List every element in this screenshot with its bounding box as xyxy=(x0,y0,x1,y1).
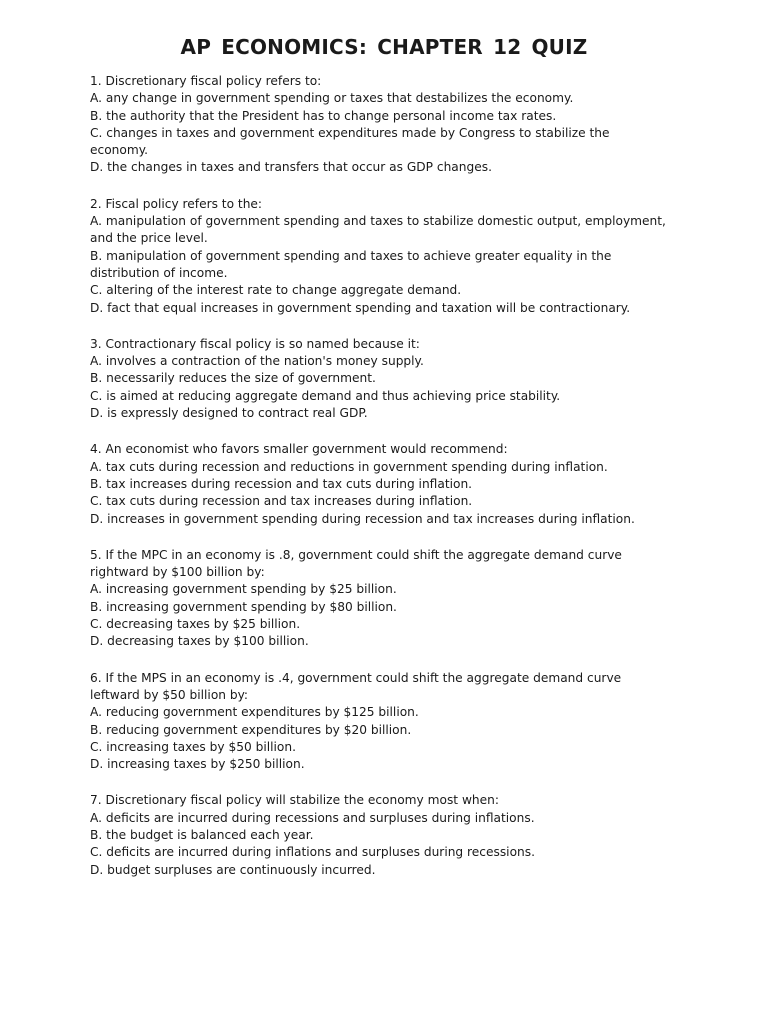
option-c: C. decreasing taxes by $25 billion. xyxy=(90,617,301,632)
question-stem: 2. Fiscal policy refers to the: xyxy=(90,196,263,211)
question-stem: 4. An economist who favors smaller government would recommend: xyxy=(90,442,508,457)
option-b: B. necessarily reduces the size of government. xyxy=(90,371,376,386)
question-2 xyxy=(90,196,670,317)
option-a: A. manipulation of government spending and taxes to stabilize domestic output, employment, and the price level. xyxy=(90,214,666,246)
option-b: B. tax increases during recession and tax cuts during inflation. xyxy=(90,476,473,491)
option-b: B. manipulation of government spending and taxes to achieve greater equality in the distribution of income. xyxy=(90,248,612,280)
option-a: A. increasing government spending by $25 billion. xyxy=(90,582,397,597)
question-5 xyxy=(90,547,670,651)
option-d: D. is expressly designed to contract real GDP. xyxy=(90,406,368,421)
question-stem: 5. If the MPC in an economy is .8, government could shift the aggregate demand curve rightward by $100 billion by: xyxy=(90,547,622,580)
question-6 xyxy=(90,670,670,774)
question-3 xyxy=(90,336,670,422)
option-c: C. increasing taxes by $50 billion. xyxy=(90,739,296,754)
option-b: B. the budget is balanced each year. xyxy=(90,827,314,842)
option-c: C. deficits are incurred during inflations and surpluses during recessions. xyxy=(90,845,535,860)
option-d: D. increasing taxes by $250 billion. xyxy=(90,757,305,772)
option-b: B. reducing government expenditures by $20 billion. xyxy=(90,722,412,737)
option-d: D. fact that equal increases in government spending and taxation will be contractionary. xyxy=(90,300,631,315)
question-stem: 6. If the MPS in an economy is .4, government could shift the aggregate demand curve leftward by $50 billion by: xyxy=(90,670,622,702)
option-d: D. the changes in taxes and transfers that occur as GDP changes. xyxy=(90,160,492,175)
question-7 xyxy=(90,792,670,878)
option-c: C. changes in taxes and government expenditures made by Congress to stabilize the economy. xyxy=(90,125,610,158)
option-c: C. altering of the interest rate to change aggregate demand. xyxy=(90,283,462,298)
question-list xyxy=(90,73,670,898)
question-stem: 7. Discretionary fiscal policy will stabilize the economy most when: xyxy=(90,793,499,808)
question-4 xyxy=(90,441,670,527)
question-stem: 3. Contractionary fiscal policy is so named because it: xyxy=(90,336,420,351)
option-b: B. the authority that the President has to change personal income tax rates. xyxy=(90,108,557,123)
question-stem: 1. Discretionary fiscal policy refers to: xyxy=(90,74,322,88)
option-b: B. increasing government spending by $80 billion. xyxy=(90,599,397,614)
option-a: A. involves a contraction of the nation's money supply. xyxy=(90,354,424,369)
page-title: AP ECONOMICS: CHAPTER 12 QUIZ xyxy=(180,35,588,59)
option-a: A. reducing government expenditures by $125 billion. xyxy=(90,705,419,720)
option-d: D. decreasing taxes by $100 billion. xyxy=(90,634,309,649)
option-d: D. increases in government spending during recession and tax increases during inflation. xyxy=(90,511,635,526)
option-c: C. tax cuts during recession and tax increases during inflation. xyxy=(90,494,473,509)
option-c: C. is aimed at reducing aggregate demand and thus achieving price stability. xyxy=(90,388,561,403)
option-a: A. tax cuts during recession and reductions in government spending during inflation. xyxy=(90,459,608,474)
question-1 xyxy=(90,73,670,177)
option-a: A. any change in government spending or taxes that destabilizes the economy. xyxy=(90,91,574,106)
option-a: A. deficits are incurred during recessions and surpluses during inflations. xyxy=(90,810,535,825)
option-d: D. budget surpluses are continuously incurred. xyxy=(90,862,376,877)
